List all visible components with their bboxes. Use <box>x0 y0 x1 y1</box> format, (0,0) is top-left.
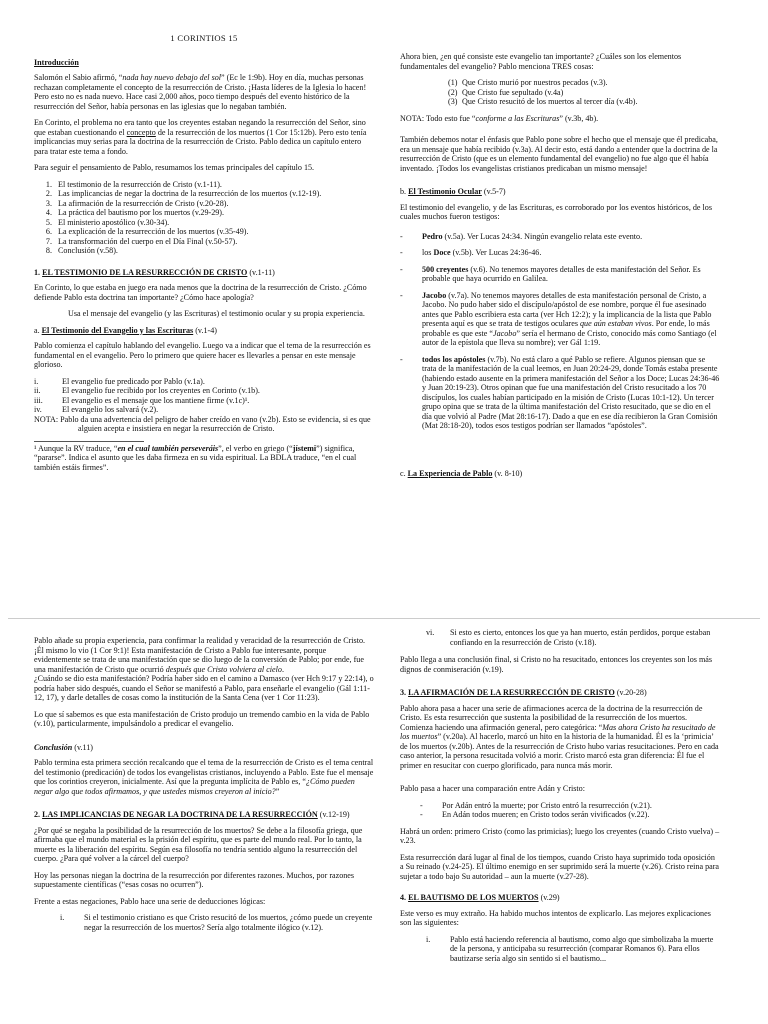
dash: - <box>400 264 403 274</box>
text: Salomón el Sabio afirmó, “ <box>34 73 123 82</box>
section-1a-paragraph: Pablo comienza el capítulo hablando del evangelio. Luego va a indicar que el tema de la resurrección es fundamental en el evangelio. Pero lo primero que quiere hacer es llevarles a pensar en este mensaje glorioso. <box>34 341 371 369</box>
list-item <box>34 246 374 256</box>
list-item <box>34 377 374 387</box>
witness-list <box>400 232 720 431</box>
item-number: (1) <box>448 78 458 87</box>
text: Pablo termina esta primera sección recalcando que el tema de la resurrección de Cristo es el tema central del testimonio (predicación) de todos los evangelistas cristianos, incluyendo a Pablo. Este fue el mensaje que los corintios creyeron, inicialmente. Así que la pregunta implícita de Pablo es, “ <box>34 758 374 786</box>
list-item <box>34 237 374 247</box>
item-number: i. <box>60 913 65 922</box>
witness-name: Doce <box>433 248 451 257</box>
list-item <box>420 810 720 820</box>
text: ” (v.3b, 4b). <box>559 113 599 123</box>
conclusion-paragraph <box>34 758 374 796</box>
intro-paragraph-1 <box>34 73 374 111</box>
themes-list <box>34 180 374 256</box>
item-text: El testimonio de la resurrección de Cristo (v.1-11). <box>58 179 222 189</box>
list-item <box>34 227 374 237</box>
greek-word: jístemi <box>292 443 317 453</box>
item-text: La práctica del bautismo por los muertos (v.29-29). <box>58 208 225 217</box>
section-1-paragraph-2: Usa el mensaje del evangelio (y las Escrituras) el testimonio ocular y su propia experiencia. <box>68 309 365 318</box>
item-number: 3. <box>45 198 52 208</box>
list-item <box>448 97 720 107</box>
section-3-paragraph-4: Esta resurrección dará lugar al final de los tiempos, cuando Cristo haya suprimido toda oposición a Su reinado (v.24-25). El último enemigo en ser suprimido será la muerte (v.26). Cristo reina para sujetar a todo bajo Su autoridad – aun la muerte (v.27-28). <box>400 852 720 881</box>
quote: nada hay nuevo debajo del sol <box>122 73 222 82</box>
section-number: 4. <box>400 893 409 902</box>
dash: - <box>420 810 423 819</box>
item-text: Por Adán entró la muerte; por Cristo entró la resurrección (v.21). <box>442 800 652 810</box>
section-2-paragraph-3: Frente a estas negaciones, Pablo hace una serie de deducciones lógicas: <box>34 896 266 906</box>
footnote <box>34 444 374 473</box>
italic-text: que aún estaban vivos <box>580 319 652 328</box>
text: ¿Cuándo se dio esta manifestación? Podría haber sido en el camino a Damasco (ver Hch 9:17 y 22:14), o podría haber sido después, cuando el Señor se manifestó a Pablo, para enseñarle el evangelio (Gál 1:11-12, 17), y darle detalles de cosas como la institución de la Santa Cena (ver 1 Cor 11:23). <box>34 674 374 702</box>
item-number: 7. <box>45 236 52 246</box>
item-number: (2) <box>448 87 458 97</box>
item-number: vi. <box>426 628 435 637</box>
italic-text: ¿Cómo pueden negar algo que todos afirmamos, y que ustedes mismos creyeron al inicio? <box>34 777 355 796</box>
witness-name: 500 creyentes <box>422 264 469 274</box>
section-ref: (v.20-28) <box>614 688 647 697</box>
dash: - <box>400 354 403 364</box>
list-item <box>34 386 374 396</box>
subsection-label: a. <box>34 325 42 335</box>
section-4-heading <box>400 893 720 903</box>
text: ” (v.20a). Al hacerlo, marcó un hito en la historia de la humanidad. Él es la ‘primicia’ de los muertos (v.20b). Antes de la resurrección de Cristo hubo varias resucitaciones. Pero en cada caso anterior, la persona resucitada volvió a morir. Cristo marcó esta gran diferencia: Él fue el primer en resucitar con cuerpo glorificado, para nunca más morir. <box>400 732 719 770</box>
item-text: Conclusión (v.58). <box>58 246 118 255</box>
subsection-ref: (v.5-7) <box>481 187 506 196</box>
witness-text: (v.6). No tenemos mayores detalles de esta manifestación del Señor. Es probable que haya ocurrido en Galilea. <box>422 264 701 283</box>
section-1a-heading <box>34 326 374 336</box>
item-text: Que Cristo fue sepultado (v.4a) <box>462 87 564 97</box>
witness-text: (v.5b). Ver Lucas 24:36-46. <box>450 248 542 257</box>
item-text: La explicación de la resurrección de los muertos (v.35-49). <box>58 227 249 236</box>
section-number: 3. <box>400 688 409 697</box>
conclusion-heading <box>34 743 374 753</box>
witness-text: (v.5a). Ver Lucas 24:34. Ningún evangelio relata este evento. <box>442 231 643 241</box>
item-number: (3) <box>448 97 458 106</box>
list-item <box>448 88 720 98</box>
list-item <box>34 180 374 190</box>
item-number: 6. <box>45 227 52 236</box>
item-number: iv. <box>34 405 42 414</box>
list-item <box>34 208 374 218</box>
item-text: Que Cristo resucitó de los muertos al tercer día (v.4b). <box>462 97 638 106</box>
item-text: La afirmación de la resurrección de Cristo (v.20-28). <box>58 198 229 208</box>
text: ”, el verbo en griego (“ <box>218 443 293 453</box>
list-item <box>400 248 720 258</box>
section-4-list <box>400 935 720 964</box>
item-text: En Adán todos mueren; en Cristo todos serán vivificados (v.22). <box>442 810 650 819</box>
experience-paragraph-2: Lo que sí sabemos es que esta manifestación de Cristo produjo un tremendo cambio en la vida de Pablo (v.10), particularmente, impulsándolo a predicar el evangelio. <box>34 709 370 728</box>
item-number: ii. <box>34 386 41 395</box>
list-item <box>34 913 374 932</box>
section-ref: (v.12-19) <box>317 810 350 819</box>
section-2-heading <box>34 810 374 820</box>
dash: - <box>400 248 403 257</box>
list-item <box>400 628 720 647</box>
section-number: 2. <box>34 810 43 819</box>
item-number: iii. <box>34 395 43 405</box>
subsection-title: La Experiencia de Pablo <box>407 468 493 478</box>
document-page-bottom <box>8 622 760 1024</box>
section-4-paragraph-1: Este verso es muy extraño. Ha habido muchos intentos de explicarlo. Las mejores explicaciones son las siguientes: <box>400 908 711 927</box>
dash: - <box>400 290 403 300</box>
section-1-paragraph-1: En Corinto, lo que estaba en juego era nada menos que la doctrina de la resurrección de Cristo. ¿Cómo defiende Pablo esta doctrina tan importante? ¿Cómo hace apología? <box>34 283 367 302</box>
left-column <box>34 0 374 479</box>
section-3-paragraph-1 <box>400 704 720 771</box>
item-text: La transformación del cuerpo en el Día Final (v.50-57). <box>58 236 238 246</box>
intro-paragraph-3: Para seguir el pensamiento de Pablo, resumamos los temas principales del capítulo 15. <box>34 163 315 172</box>
item-text: El evangelio es el mensaje que los mantiene firme (v.1c)¹. <box>62 395 250 405</box>
heading-title: Conclusión <box>34 742 73 752</box>
list-item <box>448 78 720 88</box>
text: de la resurrección de los muertos (1 Cor 15:12b). Pero esto tenía implicancias muy serias para la doctrina de la resurrección de Cristo. Pablo dedica un capítulo entero para tratar este tema a fondo. <box>34 127 367 156</box>
section-title: LA AFIRMACIÓN DE LA RESURRECCIÓN DE CRISTO <box>408 688 615 697</box>
list-item <box>400 265 720 284</box>
section-2-paragraph-1: ¿Por qué se negaba la posibilidad de la resurrección de los muertos? Se debe a la filosofía griega, que afirmaba que el mundo material es la prisión del espíritu, que es parte del mundo real. Por lo tanto, la muerte es la liberación del espíritu. Según esa filosofía no tendría sentido alguno la resurrección del cuerpo. ¿Para qué volver a la cárcel del cuerpo? <box>34 825 363 863</box>
item-text: Si esto es cierto, entonces los que ya han muerto, están perdidos, porque estaban confiando en la resurrección de Cristo (v.18). <box>450 628 711 647</box>
deduction-list <box>34 913 374 932</box>
final-conclusion-paragraph: Pablo llega a una conclusión final, si Cristo no ha resucitado, entonces los creyentes son los más dignos de conmiseración (v.19). <box>400 655 712 674</box>
list-item <box>34 396 374 406</box>
dash: - <box>420 800 423 810</box>
subsection-title: El Testimonio Ocular <box>408 187 482 196</box>
right-note <box>400 114 720 124</box>
right-column <box>400 52 720 484</box>
subsection-title: El Testimonio del Evangelio y las Escrituras <box>41 325 194 335</box>
subsection-ref: (v. 8-10) <box>492 468 523 478</box>
item-text: Pablo está haciendo referencia al bautismo, como algo que simbolizaba la muerte de la persona, y anticipaba su resurrección (comparar Romanos 6). Para ellos bautizarse sería algo sin sentido si el bautismo... <box>450 934 714 963</box>
deduction-list-continued <box>400 628 720 647</box>
section-ref: (v.29) <box>538 893 560 902</box>
text: los <box>422 248 434 257</box>
dash: - <box>400 231 403 241</box>
experience-paragraph-1 <box>34 636 374 703</box>
witness-text: ” sería el hermano de Cristo, conocido más como Santiago (el autor de la epístola que lleva su nombre); ver Gál 1:19. <box>422 328 717 347</box>
text: ”) significa, “pararse”. Indica el asunto que les daba firmeza en su vida espiritual. La BDLA traduce, “en el cual también estáis firmes”. <box>34 443 357 472</box>
item-number: i. <box>34 376 39 386</box>
quote: en el cual también perseveráis <box>117 443 219 453</box>
list-item <box>400 355 720 431</box>
list-item <box>34 405 374 415</box>
item-number: 8. <box>45 246 52 255</box>
item-number: i. <box>426 934 431 944</box>
witness-text: (v.7a). No tenemos mayores detalles de esta manifestación personal de Cristo, a Jacobo. No pudo haber sido el discípulo/apóstol de ese nombre, porque él fue asesinado antes que Pablo escribiera esta carta (ver Hch 12:2); y la implicancia de la lista que Pablo presenta aquí es que se trata de testigos oculares <box>422 290 712 328</box>
page-title: 1 CORINTIOS 15 <box>170 33 238 43</box>
underlined-word: concepto <box>126 127 156 137</box>
item-text: El evangelio fue predicado por Pablo (v.1a). <box>62 376 205 386</box>
quote: conforme a las Escrituras <box>475 113 560 123</box>
subsection-label: c. <box>400 468 408 478</box>
list-item <box>400 291 720 348</box>
section-1-heading <box>34 268 374 278</box>
text: ” (Ec le 1:9b). Hoy en día, muchas personas rechazan completamente el concepto de la resurrección de Cristo. ¡Hasta líderes de la Iglesia lo hacen! Pero esto no es nada nuevo. Hace casi 2,000 años, poco tiempo después del evento histórico de la resurrección del Señor, había personas en las iglesias que lo negaban también. <box>34 73 367 111</box>
text: Pablo añade su propia experiencia, para confirmar la realidad y veracidad de la resurrección de Cristo. ¡Él mismo lo vio (1 Cor 9:1)! Esta manifestación de Cristo a Pablo fue interesante, porque evidentemente se trata de una manifestación que se dio luego de la conversión de Pablo; por ende, fue una manifestación de Cristo que ocurrió <box>34 636 366 674</box>
three-points-list <box>400 78 720 107</box>
witness-name: Pedro <box>422 231 443 241</box>
list-item <box>34 218 374 228</box>
section-3-heading <box>400 688 720 698</box>
witness-text: (v.7b). No está claro a qué Pablo se refiere. Algunos piensan que se trata de la manifestación de la cual leemos, en Juan 20:24-29, donde Tomás estaba presente (habiendo estado ausente en la primera manifestación del Señor a los Doce; Lucas 24:36-46 y Juan 20:19-23). Otros opinan que fue una manifestación del Cristo resucitado a los 70 discípulos, los cuales habían participado en la misión de Cristo (Lucas 10:1-12). Un tercer grupo opina que se trata de la última manifestación del Cristo resucitado, que se dio en el día que volvió al Padre (Mat 28:16-17). Dado a que en ese día recibieron la Gran Comisión (Mat 28:18-20), todos esos testigos podrían ser llamados “apóstoles”. <box>422 354 720 430</box>
text: En Corinto, el problema no era tanto que los creyentes estaban negando la resurrección del Señor, sino que estaban cuestionando el <box>34 118 366 137</box>
list-item <box>420 801 720 811</box>
item-text: El evangelio los salvará (v.2). <box>62 405 159 414</box>
document-page-top <box>8 0 760 619</box>
right-paragraph-1: Ahora bien, ¿en qué consiste este evangelio tan importante? ¿Cuáles son los elementos fundamentales del evangelio? Pablo menciona TRES cosas: <box>400 52 682 71</box>
section-ref: (v.1-11) <box>247 267 275 277</box>
item-text: El ministerio apostólico (v.30-34). <box>58 217 170 227</box>
gospel-list <box>34 377 374 415</box>
italic-text: Jacobo <box>493 328 517 338</box>
item-text: Las implicancias de negar la doctrina de la resurrección de los muertos (v.12-19). <box>58 189 322 198</box>
text: Pablo ahora pasa a hacer una serie de afirmaciones acerca de la doctrina de la resurrección de Cristo. Es esta resurrección que sustenta la posibilidad de la resurrección de los muertos. Comienza haciendo una afirmación general, pero categórica: “ <box>400 703 703 732</box>
witness-name: Jacobo <box>422 290 447 300</box>
left-column <box>34 636 374 939</box>
italic-text: después que Cristo volviera al cielo <box>165 664 282 674</box>
item-number: 4. <box>45 208 52 217</box>
list-item <box>400 232 720 242</box>
list-item <box>34 199 374 209</box>
adam-christ-list <box>400 801 720 820</box>
item-number: 1. <box>45 179 52 189</box>
section-1b-heading <box>400 187 720 197</box>
subsection-label: b. <box>400 187 409 196</box>
heading-ref: (v.11) <box>72 742 94 752</box>
list-item <box>34 189 374 199</box>
intro-heading: Introducción <box>34 57 79 67</box>
right-column <box>400 628 720 970</box>
footnote-divider <box>34 441 144 442</box>
list-item <box>400 935 720 964</box>
italic-text: Mas ahora Cristo ha resucitado de los muertos <box>400 722 716 741</box>
item-text: El evangelio fue recibido por los creyentes en Corinto (v.1b). <box>62 386 260 395</box>
section-1b-paragraph: El testimonio del evangelio, y de las Escrituras, es corroborado por los eventos históricos, de los cuales muchos fueron testigos: <box>400 202 712 221</box>
witness-text: . Por ende, lo más probable es que este “ <box>422 319 710 338</box>
text: ¹ Aunque la RV traduce, “ <box>34 443 118 453</box>
section-number: 1. <box>34 267 43 277</box>
item-text: Que Cristo murió por nuestros pecados (v.3). <box>462 78 608 87</box>
intro-paragraph-2 <box>34 118 374 156</box>
item-text: Si el testimonio cristiano es que Cristo resucitó de los muertos, ¿cómo puede un creyente negar la resurrección de los muertos? Sería algo totalmente ilógico (v.12). <box>84 913 373 932</box>
section-title: EL BAUTISMO DE LOS MUERTOS <box>408 893 539 902</box>
subsection-ref: (v.1-4) <box>193 325 217 335</box>
right-paragraph-2: También debemos notar el énfasis que Pablo pone sobre el hecho que el mensaje que él predicaba, era un mensaje que había recibido (v.3a). Al decir esto, está dando a entender que la doctrina de la resurrección de Cristo (que es un elemento fundamental del evangelio) no fue algo que él había inventado. ¡Todos los evangelistas cristianos predicaban un mismo mensaje! <box>400 135 718 173</box>
item-number: 2. <box>45 189 52 198</box>
section-title: EL TESTIMONIO DE LA RESURRECCIÓN DE CRISTO <box>42 267 248 277</box>
section-3-paragraph-2: Pablo pasa a hacer una comparación entre Adán y Cristo: <box>400 784 585 793</box>
item-number: 5. <box>45 217 52 227</box>
text: . <box>281 664 284 674</box>
text: ” <box>275 786 280 796</box>
section-1c-heading <box>400 469 720 479</box>
section-2-paragraph-2: Hoy las personas niegan la doctrina de la resurrección por diferentes razones. Muchos, por razones supuestamente científicas (“esas cosas no ocurren”). <box>34 870 355 889</box>
section-title: LAS IMPLICANCIAS DE NEGAR LA DOCTRINA DE LA RESURRECCIÓN <box>42 810 318 819</box>
text: NOTA: Todo esto fue “ <box>400 113 476 123</box>
section-3-paragraph-3: Habrá un orden: primero Cristo (como las primicias); luego los creyentes (cuando Cristo vuelva) – v.23. <box>400 826 720 845</box>
witness-name: todos los apóstoles <box>422 354 486 364</box>
section-1a-note: NOTA: Pablo da una advertencia del peligro de haber creído en vano (v.2b). Esto se evidencia, si es que alguien acepta e insistiera en negar la resurrección de Cristo. <box>34 414 371 433</box>
